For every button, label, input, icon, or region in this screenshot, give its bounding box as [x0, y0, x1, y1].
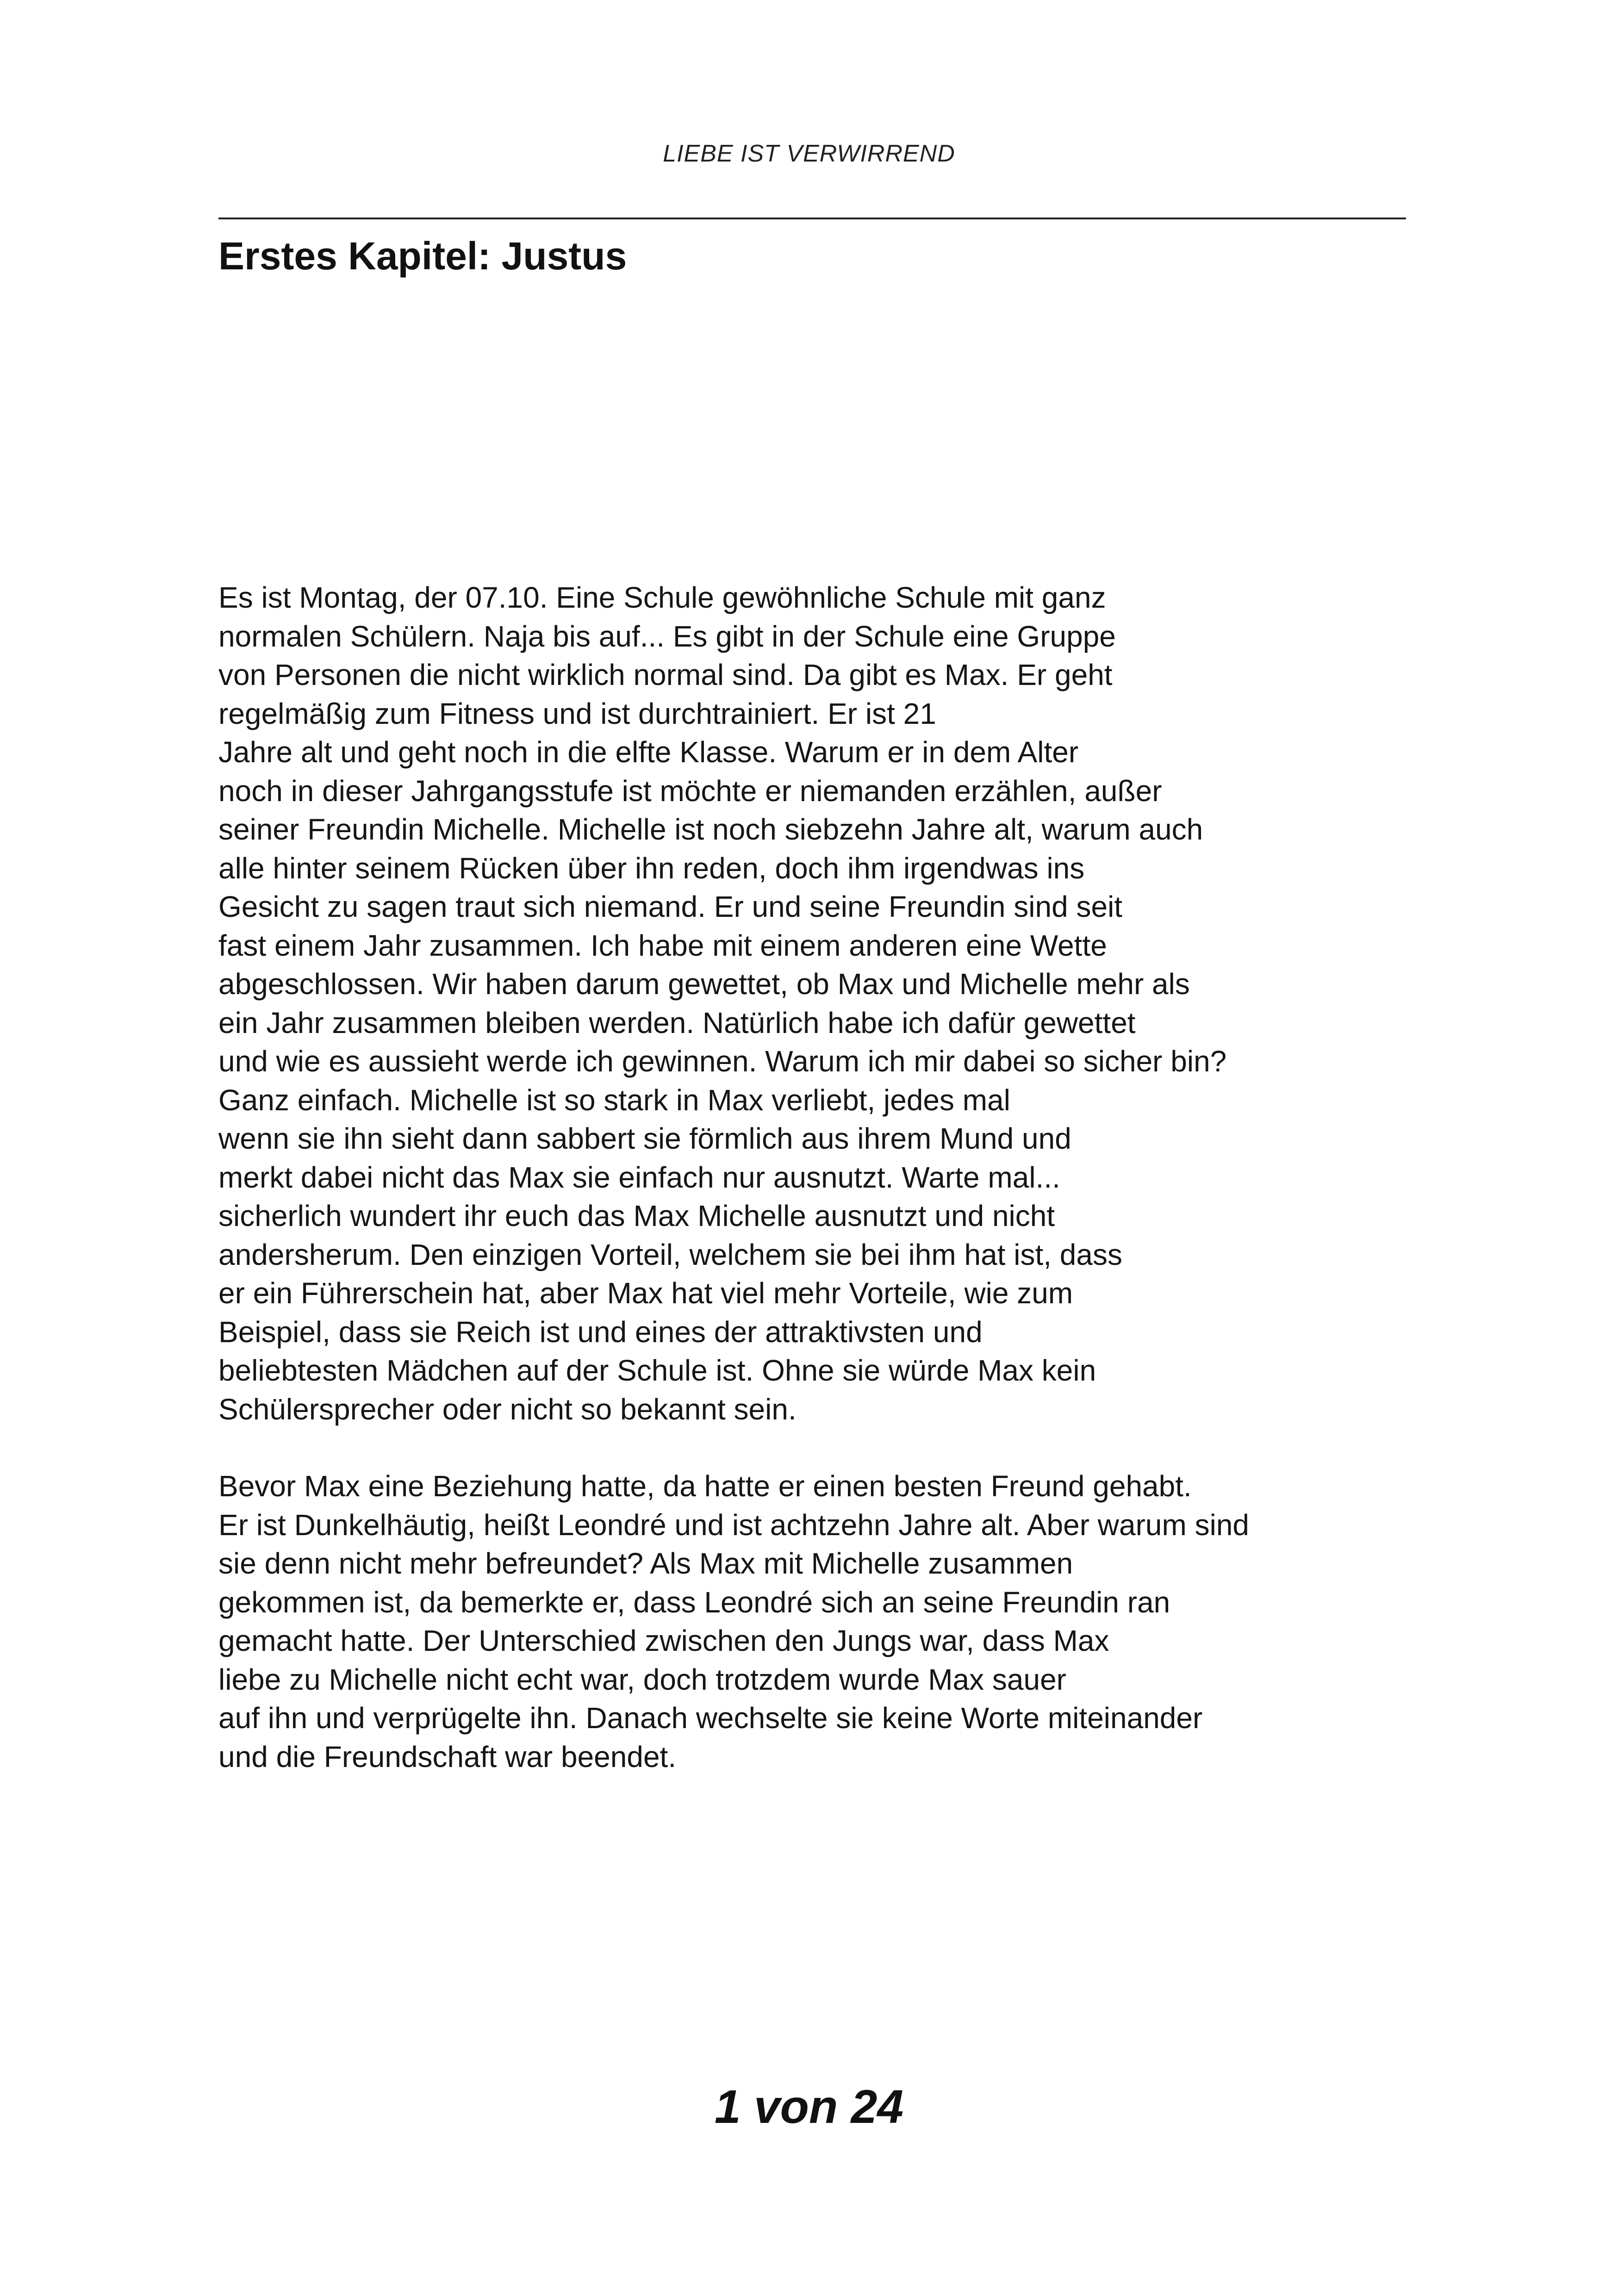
paragraph-line: sicherlich wundert ihr euch das Max Michelle ausnutzt und nicht	[218, 1199, 1055, 1232]
paragraph-line: alle hinter seinem Rücken über ihn reden, doch ihm irgendwas ins	[218, 851, 1085, 885]
paragraph-line: Es ist Montag, der 07.10. Eine Schule gewöhnliche Schule mit ganz	[218, 581, 1106, 614]
paragraph-line: Er ist Dunkelhäutig, heißt Leondré und ist achtzehn Jahre alt. Aber warum sind	[218, 1508, 1249, 1542]
paragraph-line: gekommen ist, da bemerkte er, dass Leondré sich an seine Freundin ran	[218, 1585, 1170, 1619]
paragraph-line: ein Jahr zusammen bleiben werden. Natürlich habe ich dafür gewettet	[218, 1006, 1136, 1039]
paragraph-line: Ganz einfach. Michelle ist so stark in Max verliebt, jedes mal	[218, 1083, 1010, 1117]
paragraph-line: seiner Freundin Michelle. Michelle ist noch siebzehn Jahre alt, warum auch	[218, 813, 1203, 846]
paragraph-line: Gesicht zu sagen traut sich niemand. Er und seine Freundin sind seit	[218, 890, 1123, 923]
paragraph-line: auf ihn und verprügelte ihn. Danach wechselte sie keine Worte miteinander	[218, 1701, 1203, 1735]
paragraph-line: abgeschlossen. Wir haben darum gewettet, ob Max und Michelle mehr als	[218, 967, 1190, 1001]
paragraph-line: andersherum. Den einzigen Vorteil, welchem sie bei ihm hat ist, dass	[218, 1238, 1122, 1271]
paragraph-line: sie denn nicht mehr befreundet? Als Max mit Michelle zusammen	[218, 1547, 1073, 1580]
page-number: 1 von 24	[714, 2080, 904, 2133]
paragraph-line: Jahre alt und geht noch in die elfte Klasse. Warum er in dem Alter	[218, 735, 1079, 769]
paragraph-line: Schülersprecher oder nicht so bekannt sein.	[218, 1392, 797, 1426]
chapter-title: Erstes Kapitel: Justus	[218, 234, 627, 278]
paragraph-line: Bevor Max eine Beziehung hatte, da hatte er einen besten Freund gehabt.	[218, 1469, 1192, 1503]
body-paragraph	[218, 579, 1406, 1429]
paragraph-line: beliebtesten Mädchen auf der Schule ist. Ohne sie würde Max kein	[218, 1354, 1096, 1387]
paragraph-line: normalen Schülern. Naja bis auf... Es gibt in der Schule eine Gruppe	[218, 619, 1116, 653]
paragraph-line: wenn sie ihn sieht dann sabbert sie förmlich aus ihrem Mund und	[218, 1122, 1071, 1155]
header-divider	[218, 218, 1406, 219]
running-header: LIEBE IST VERWIRREND	[663, 140, 955, 167]
body-paragraph	[218, 1467, 1406, 1776]
paragraph-line: gemacht hatte. Der Unterschied zwischen den Jungs war, dass Max	[218, 1624, 1109, 1657]
paragraph-line: fast einem Jahr zusammen. Ich habe mit einem anderen eine Wette	[218, 928, 1107, 962]
paragraph-line: er ein Führerschein hat, aber Max hat viel mehr Vorteile, wie zum	[218, 1276, 1073, 1310]
paragraph-line: und wie es aussieht werde ich gewinnen. Warum ich mir dabei so sicher bin?	[218, 1045, 1227, 1078]
paragraph-line: merkt dabei nicht das Max sie einfach nur ausnutzt. Warte mal...	[218, 1160, 1060, 1194]
paragraph-line: von Personen die nicht wirklich normal sind. Da gibt es Max. Er geht	[218, 658, 1113, 691]
paragraph-line: noch in dieser Jahrgangsstufe ist möchte er niemanden erzählen, außer	[218, 774, 1162, 808]
paragraph-line: Beispiel, dass sie Reich ist und eines der attraktivsten und	[218, 1315, 983, 1349]
paragraph-line: regelmäßig zum Fitness und ist durchtrainiert. Er ist 21	[218, 697, 936, 730]
paragraph-line: liebe zu Michelle nicht echt war, doch trotzdem wurde Max sauer	[218, 1662, 1066, 1696]
paragraph-line: und die Freundschaft war beendet.	[218, 1740, 677, 1773]
